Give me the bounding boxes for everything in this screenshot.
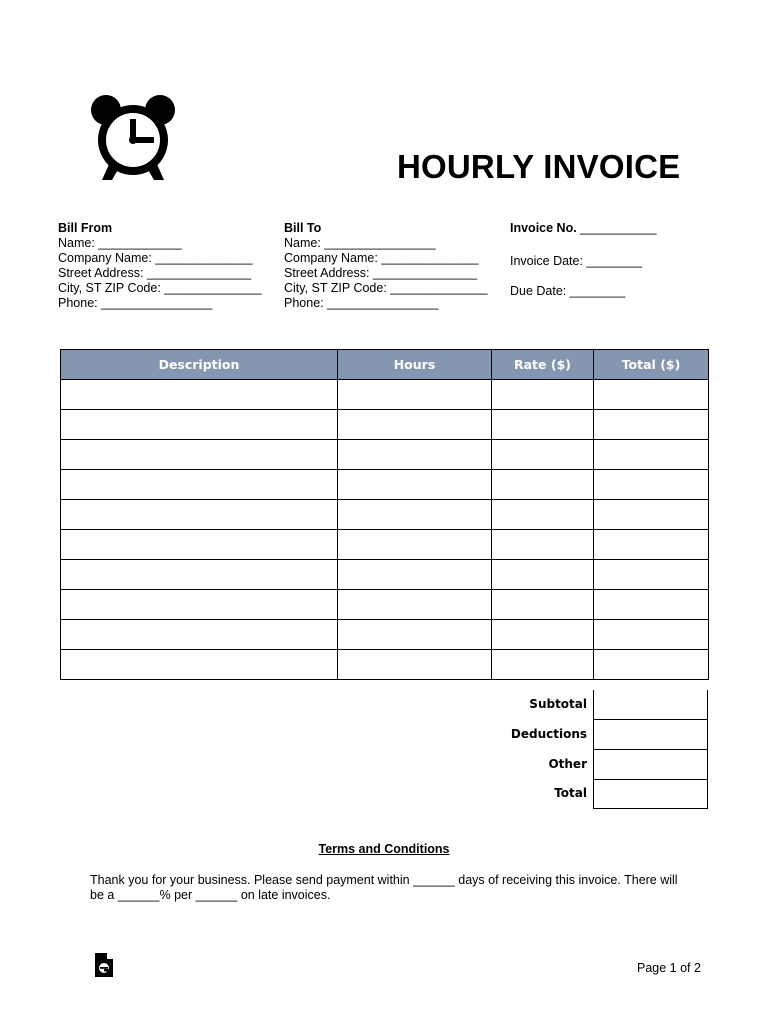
cell-description[interactable] [61, 380, 338, 410]
cell-total[interactable] [594, 560, 709, 590]
cell-total[interactable] [594, 500, 709, 530]
other-label: Other [548, 757, 587, 771]
bill-to-section [284, 221, 488, 311]
cell-total[interactable] [594, 620, 709, 650]
table-row [61, 590, 709, 620]
bill-from-company: Company Name: ______________ [58, 251, 253, 265]
other-field[interactable] [593, 750, 708, 780]
invoice-number-label: Invoice No. [510, 221, 577, 235]
cell-description[interactable] [61, 650, 338, 680]
cell-hours[interactable] [338, 410, 492, 440]
cell-rate[interactable] [492, 470, 594, 500]
table-row [61, 560, 709, 590]
cell-hours[interactable] [338, 590, 492, 620]
table-row [61, 410, 709, 440]
bill-to-heading: Bill To [284, 221, 322, 235]
table-row [61, 380, 709, 410]
cell-description[interactable] [61, 410, 338, 440]
cell-total[interactable] [594, 530, 709, 560]
cell-rate[interactable] [492, 590, 594, 620]
cell-description[interactable] [61, 500, 338, 530]
cell-hours[interactable] [338, 620, 492, 650]
bill-from-name: Name: ____________ [58, 236, 182, 250]
table-row [61, 530, 709, 560]
subtotal-field[interactable] [593, 690, 708, 720]
bill-from-section [58, 221, 262, 311]
bill-to-name: Name: ________________ [284, 236, 436, 250]
column-header-hours: Hours [338, 350, 492, 380]
table-row [61, 440, 709, 470]
cell-hours[interactable] [338, 650, 492, 680]
total-field[interactable] [593, 779, 708, 809]
invoice-title: HOURLY INVOICE [397, 148, 681, 185]
cell-hours[interactable] [338, 440, 492, 470]
cell-description[interactable] [61, 530, 338, 560]
eforms-logo-icon [94, 952, 114, 978]
column-header-rate: Rate ($) [492, 350, 594, 380]
deductions-label: Deductions [510, 727, 587, 741]
table-row [61, 500, 709, 530]
invoice-number-line [510, 221, 657, 236]
bill-to-street: Street Address: _______________ [284, 266, 478, 280]
bill-to-company: Company Name: ______________ [284, 251, 479, 265]
cell-hours[interactable] [338, 500, 492, 530]
table-row [61, 470, 709, 500]
page-number: Page 1 of 2 [637, 961, 701, 975]
cell-total[interactable] [594, 440, 709, 470]
cell-rate[interactable] [492, 380, 594, 410]
alarm-clock-icon [90, 92, 176, 182]
cell-rate[interactable] [492, 440, 594, 470]
cell-total[interactable] [594, 380, 709, 410]
bill-to-phone: Phone: ________________ [284, 296, 439, 310]
cell-rate[interactable] [492, 650, 594, 680]
cell-total[interactable] [594, 410, 709, 440]
table-row [61, 620, 709, 650]
cell-rate[interactable] [492, 410, 594, 440]
bill-from-street: Street Address: _______________ [58, 266, 252, 280]
cell-hours[interactable] [338, 530, 492, 560]
cell-rate[interactable] [492, 620, 594, 650]
due-date-line: Due Date: ________ [510, 284, 626, 298]
terms-text: Thank you for your business. Please send payment within ______ days of receiving this invoice. There will be a ______% per ______ on late invoices. [90, 873, 678, 902]
cell-total[interactable] [594, 650, 709, 680]
bill-from-city: City, ST ZIP Code: ______________ [58, 281, 262, 295]
cell-description[interactable] [61, 620, 338, 650]
cell-total[interactable] [594, 590, 709, 620]
deductions-field[interactable] [593, 720, 708, 750]
column-header-description: Description [61, 350, 338, 380]
cell-hours[interactable] [338, 560, 492, 590]
total-label: Total [554, 786, 587, 800]
cell-hours[interactable] [338, 470, 492, 500]
terms-heading: Terms and Conditions [318, 842, 450, 856]
cell-rate[interactable] [492, 500, 594, 530]
cell-rate[interactable] [492, 530, 594, 560]
cell-description[interactable] [61, 470, 338, 500]
cell-description[interactable] [61, 440, 338, 470]
cell-total[interactable] [594, 470, 709, 500]
line-items-table [60, 349, 709, 680]
bill-from-phone: Phone: ________________ [58, 296, 213, 310]
column-header-total: Total ($) [594, 350, 709, 380]
cell-description[interactable] [61, 560, 338, 590]
cell-hours[interactable] [338, 380, 492, 410]
bill-to-city: City, ST ZIP Code: ______________ [284, 281, 488, 295]
bill-from-heading: Bill From [58, 221, 113, 235]
table-row [61, 650, 709, 680]
cell-rate[interactable] [492, 560, 594, 590]
cell-description[interactable] [61, 590, 338, 620]
invoice-date-line: Invoice Date: ________ [510, 254, 643, 268]
table-header-row [61, 350, 709, 380]
invoice-number-blank: ___________ [576, 221, 657, 235]
subtotal-label: Subtotal [529, 697, 587, 711]
